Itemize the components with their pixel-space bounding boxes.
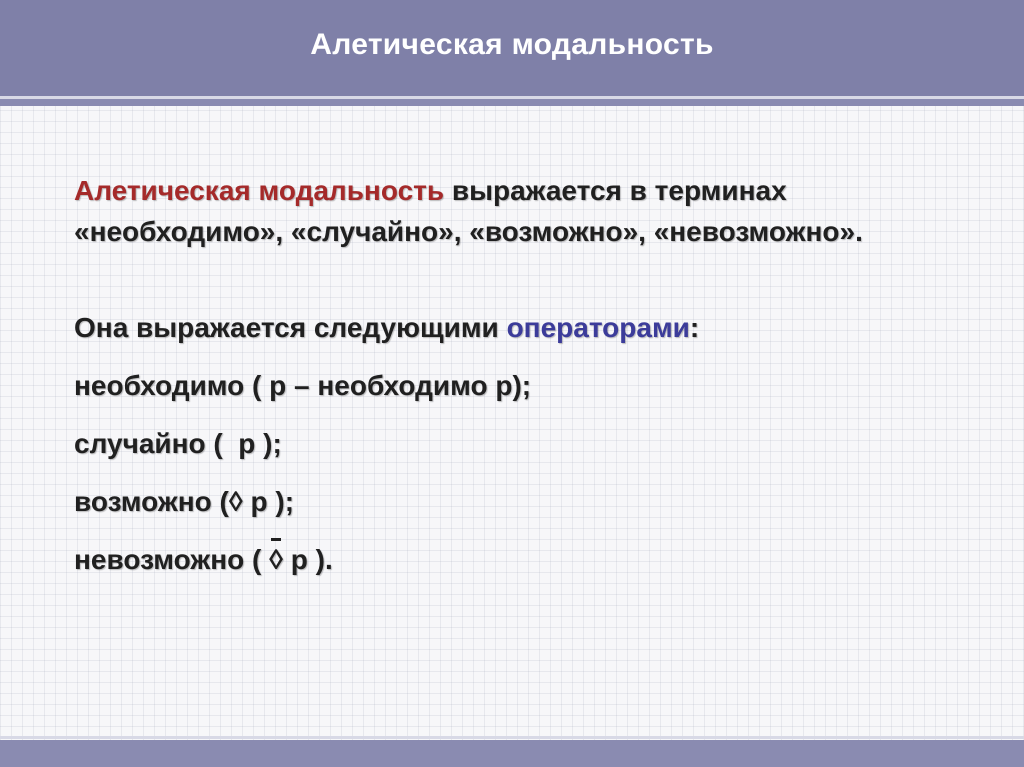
slide-footer (0, 740, 1024, 767)
operator-necessary (74, 370, 974, 402)
header-band (0, 99, 1024, 106)
possibility-diamond-icon: ◊ (228, 486, 243, 517)
term-alethic-modality: Алетическая модальность (74, 175, 445, 206)
operator-description: р ); (230, 428, 282, 459)
operators-intro-text: Она выражается следующими (74, 312, 507, 343)
definition-paragraph (74, 170, 974, 252)
operator-contingent (74, 428, 974, 460)
operator-description: р ). (282, 544, 333, 575)
footer-divider (0, 736, 1024, 739)
operator-description: р – необходимо р); (261, 370, 532, 401)
operators-intro-colon: : (689, 312, 700, 343)
term-operators: операторами (506, 312, 690, 343)
operator-impossible (74, 544, 974, 576)
slide-title: Алетическая модальность (310, 28, 714, 61)
negated-possibility-symbol (269, 544, 283, 576)
operators-intro (74, 312, 974, 344)
definition-text: выражается в терминах «необходимо», «случайно», «возможно», «невозможно». (74, 175, 863, 247)
operator-name: возможно ( (74, 486, 229, 517)
operator-name: необходимо ( (74, 370, 262, 401)
operator-name: невозможно ( (74, 544, 270, 575)
negation-overbar (271, 538, 281, 541)
operator-name: случайно ( (74, 428, 231, 459)
operator-possible (74, 486, 974, 518)
possibility-diamond-icon: ◊ (269, 544, 283, 575)
operator-description: р ); (242, 486, 295, 517)
